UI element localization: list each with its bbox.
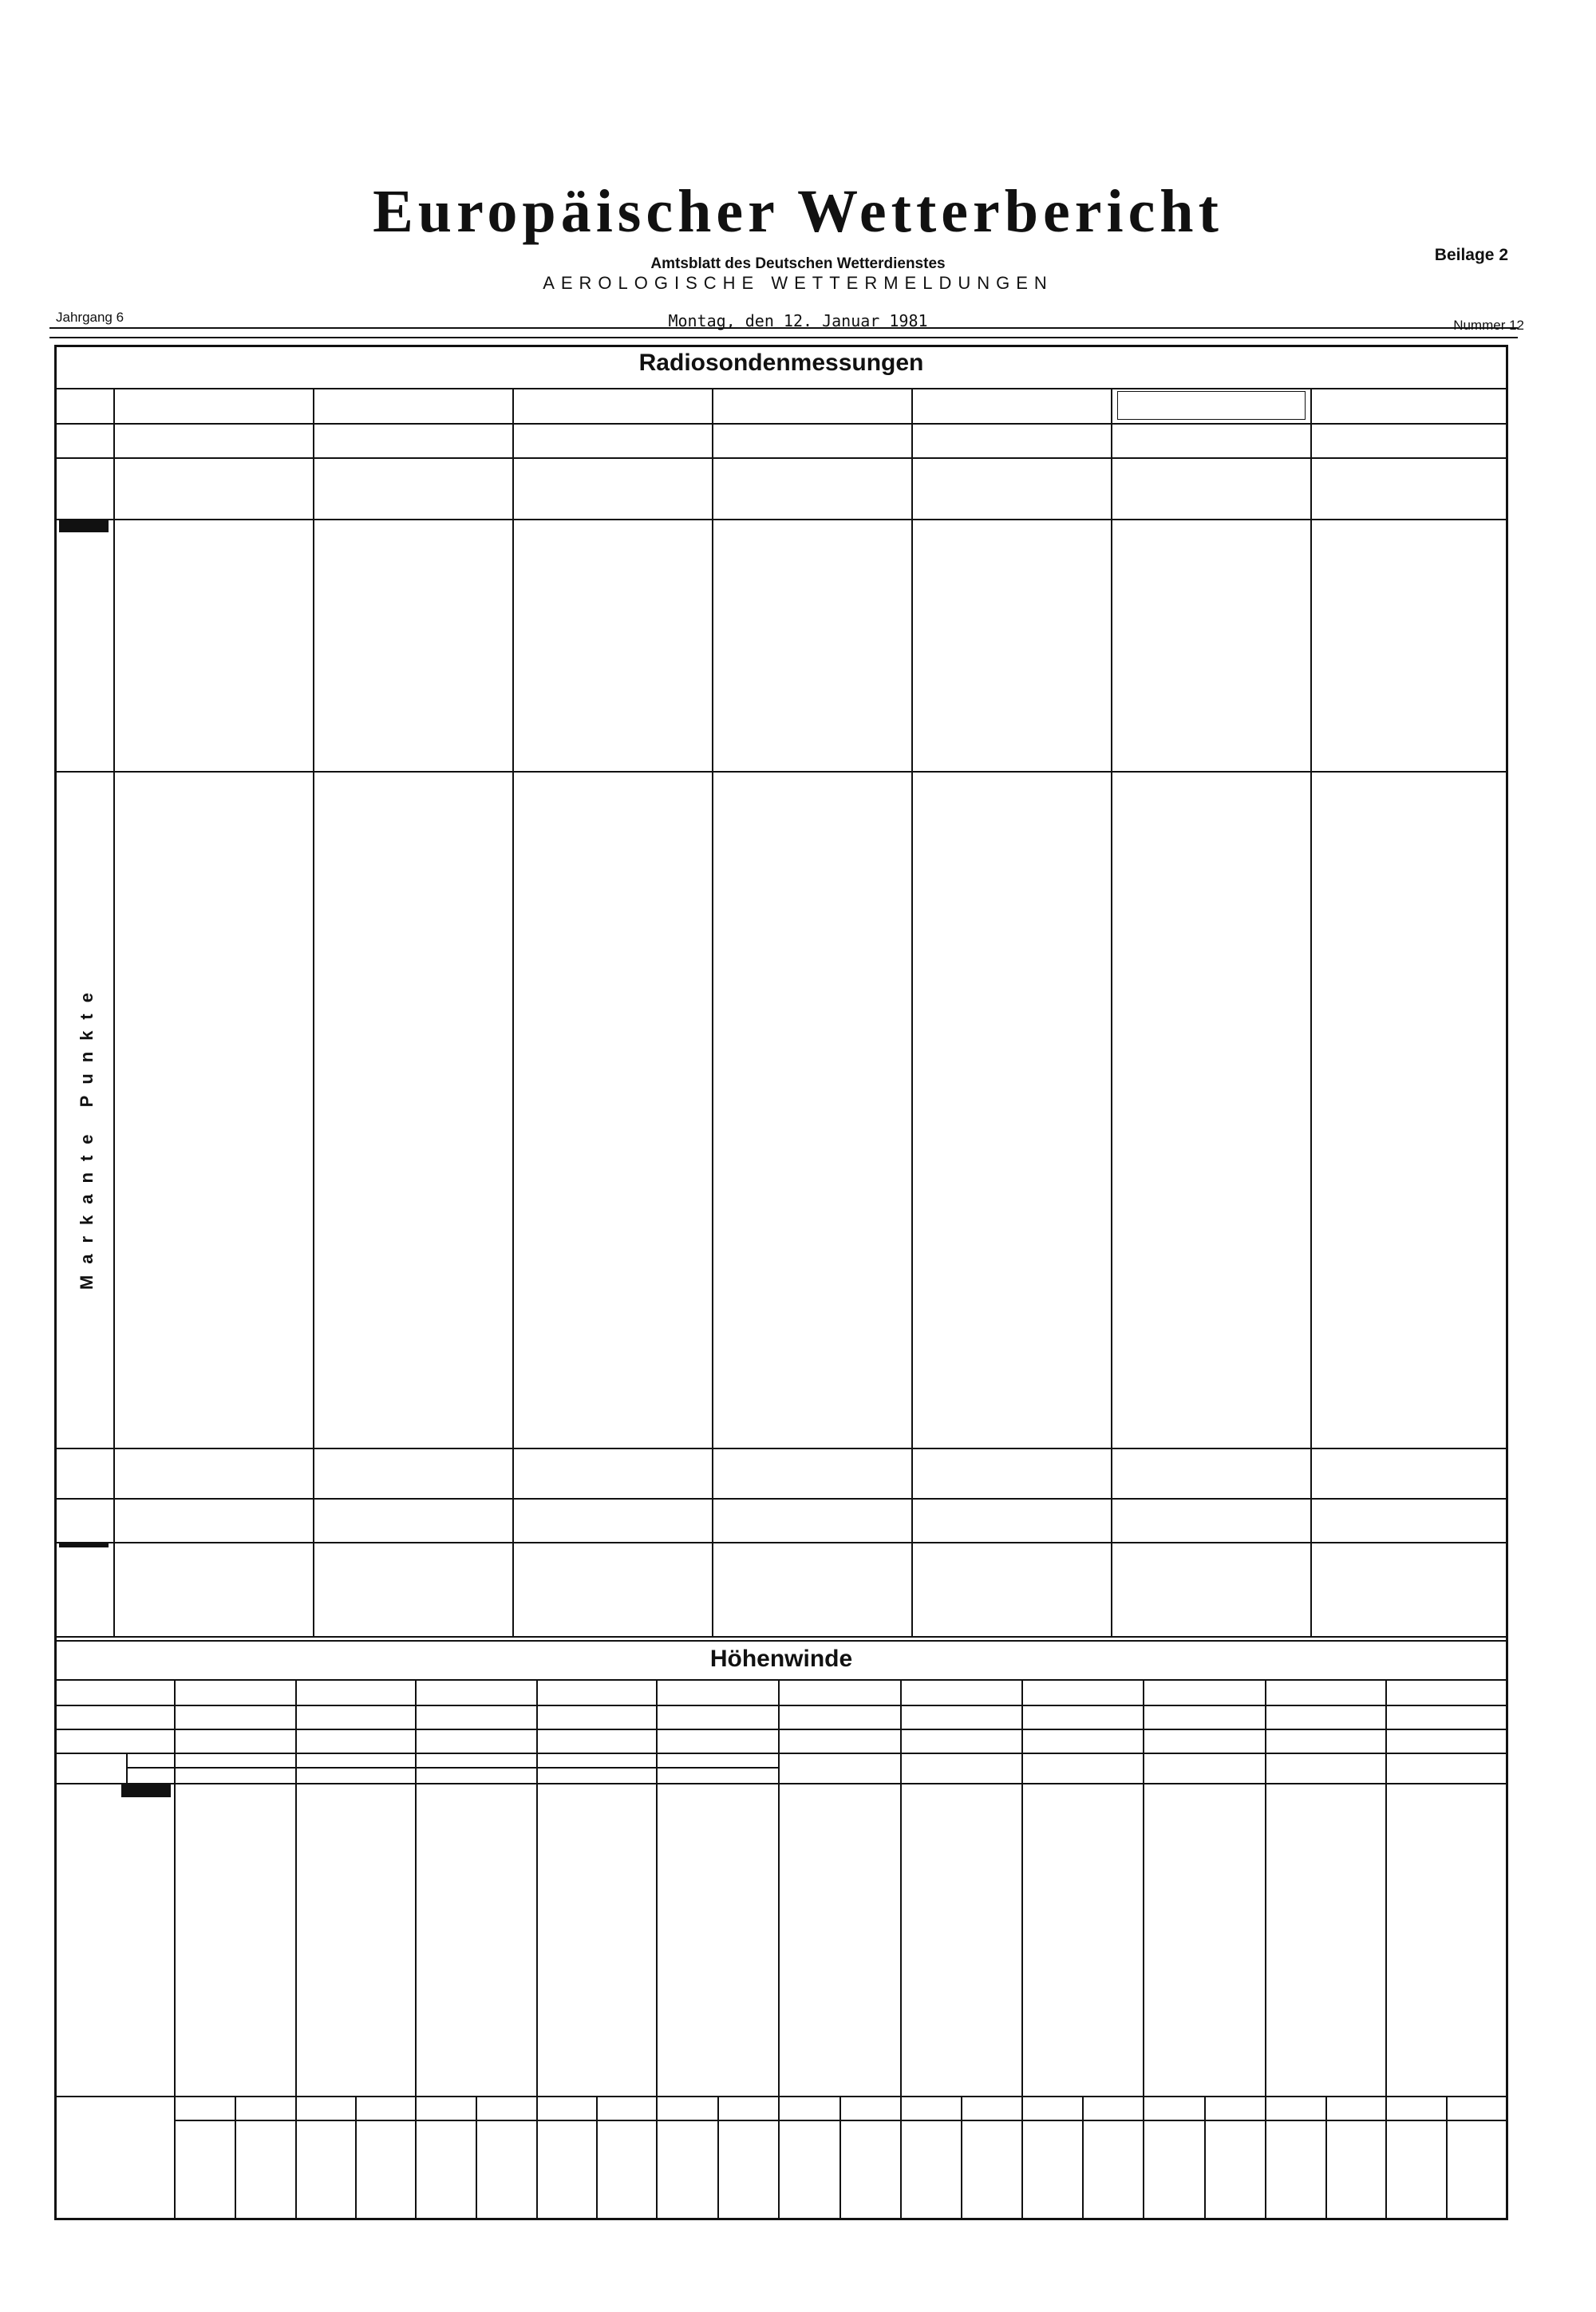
grid-vline bbox=[900, 1679, 902, 2220]
grid-hline bbox=[56, 1783, 1507, 1784]
grid-hline bbox=[56, 771, 1507, 773]
grid-hline bbox=[56, 1448, 1507, 1449]
radiosonde-caption: Radiosondenmessungen bbox=[638, 350, 924, 376]
supplement-label: Beilage 2 bbox=[1434, 246, 1508, 264]
height-level-list bbox=[121, 1784, 171, 1797]
max-split bbox=[235, 2096, 236, 2220]
grid-vline bbox=[1111, 388, 1112, 1636]
max-split bbox=[839, 2096, 841, 2220]
grid-hline bbox=[56, 1705, 1507, 1706]
grid-vline bbox=[536, 1679, 538, 2220]
grid-vline bbox=[1310, 388, 1312, 1636]
hoehenwinde-caption: Höhenwinde bbox=[709, 1646, 853, 1672]
grid-vline bbox=[113, 388, 115, 1636]
grid-hline bbox=[56, 519, 1507, 520]
grid-vline bbox=[1021, 1679, 1023, 2220]
grid-vline bbox=[512, 388, 514, 1636]
max-split bbox=[1325, 2096, 1327, 2220]
grid-hline bbox=[56, 1542, 1507, 1543]
gipfel-split bbox=[126, 1767, 778, 1769]
grid-vline bbox=[415, 1679, 417, 2220]
station-name-box bbox=[1117, 391, 1306, 420]
height-level bbox=[121, 1796, 171, 1797]
grid-hline bbox=[56, 2096, 1507, 2097]
grid-vline bbox=[656, 1679, 658, 2220]
max-split bbox=[1082, 2096, 1084, 2220]
grid-hline bbox=[56, 1636, 1507, 1638]
grid-vline bbox=[778, 1679, 780, 2220]
max-split bbox=[717, 2096, 719, 2220]
max-split bbox=[1446, 2096, 1448, 2220]
volume-label: Jahrgang 6 bbox=[56, 310, 124, 325]
grid-vline bbox=[1385, 1679, 1387, 2220]
markante-punkte-label: Markante Punkte bbox=[77, 982, 97, 1290]
max-split bbox=[476, 2096, 477, 2220]
grid-hline bbox=[56, 388, 1507, 389]
grid-hline bbox=[56, 1729, 1507, 1730]
report-frame bbox=[54, 345, 1508, 2220]
grid-vline bbox=[712, 388, 713, 1636]
mb-level-list bbox=[59, 520, 109, 532]
grid-hline bbox=[56, 1679, 1507, 1681]
grid-vline bbox=[295, 1679, 297, 2220]
grid-hline bbox=[56, 423, 1507, 425]
section-title: AEROLOGISCHE WETTERMELDUNGEN bbox=[543, 273, 1053, 293]
grid-hline bbox=[56, 1640, 1507, 1642]
grid-hline bbox=[56, 1498, 1507, 1500]
max-split bbox=[961, 2096, 962, 2220]
grid-vline bbox=[313, 388, 314, 1636]
grid-vline bbox=[1265, 1679, 1266, 2220]
max-split bbox=[596, 2096, 598, 2220]
max-split bbox=[355, 2096, 357, 2220]
grid-hline bbox=[56, 1753, 1507, 1754]
shear-layer-list bbox=[59, 1543, 109, 1547]
grid-vline bbox=[1143, 1679, 1144, 2220]
grid-hline bbox=[56, 457, 1507, 459]
grid-vline bbox=[911, 388, 913, 1636]
grid-vline bbox=[174, 1679, 176, 2220]
max-split bbox=[1204, 2096, 1206, 2220]
issue-number: Nummer 12 bbox=[1453, 318, 1524, 333]
page-title: Europäischer Wetterbericht bbox=[373, 178, 1223, 245]
max-header-line bbox=[174, 2120, 1507, 2121]
issue-date: Montag, den 12. Januar 1981 bbox=[668, 311, 928, 330]
header-rule-2 bbox=[49, 337, 1518, 338]
gipfel-unit-divider bbox=[126, 1753, 128, 1783]
publication-subtitle: Amtsblatt des Deutschen Wetterdienstes bbox=[650, 255, 946, 272]
